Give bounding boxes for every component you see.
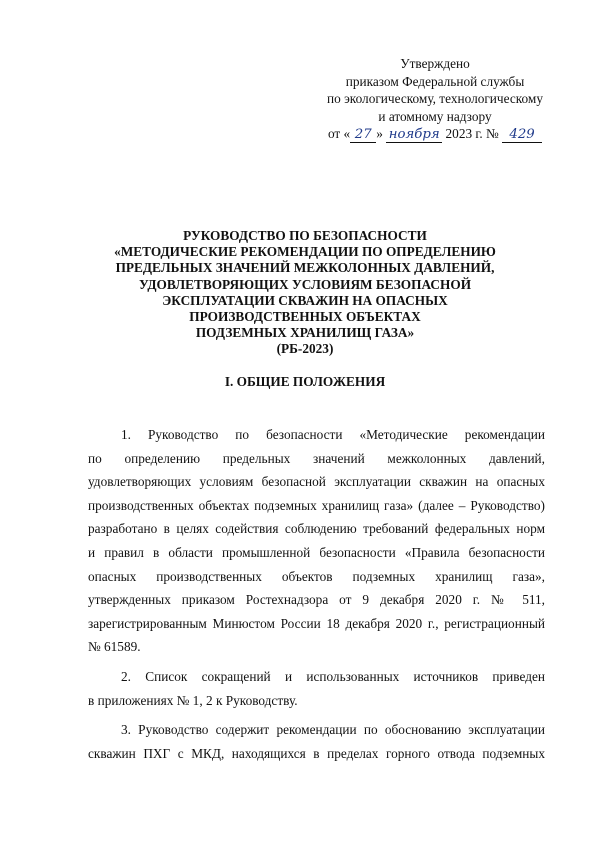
p1-line-8: утвержденных приказом Ростехнадзора от 9 декабря 2020 г. № 511,: [88, 592, 545, 608]
title-line-5: ЭКСПЛУАТАЦИИ СКВАЖИН НА ОПАСНЫХ: [162, 292, 448, 308]
approval-date-line: [300, 125, 570, 143]
document-title: [60, 228, 550, 358]
title-line-3: ПРЕДЕЛЬНЫХ ЗНАЧЕНИЙ МЕЖКОЛОННЫХ ДАВЛЕНИЙ,: [115, 260, 495, 276]
p1-line-6: и правил в области промышленной безопасности «Правила безопасности: [88, 544, 545, 560]
handwritten-order-number: 429: [502, 128, 542, 143]
title-line-1: РУКОВОДСТВО ПО БЕЗОПАСНОСТИ: [183, 228, 427, 243]
p1-line-9: зарегистрированным Минюстом России 18 декабря 2020 г., регистрационный: [88, 615, 545, 631]
approval-line-3: по экологическому, технологическому: [327, 91, 543, 106]
title-code: (РБ-2023): [276, 341, 334, 357]
p1-line-4: производственных объектах подземных хранилищ газа» (далее – Руководство): [88, 497, 545, 513]
title-line-6: ПРОИЗВОДСТВЕННЫХ ОБЪЕКТАХ: [189, 309, 421, 325]
title-line-2: «МЕТОДИЧЕСКИЕ РЕКОМЕНДАЦИИ ПО ОПРЕДЕЛЕНИЮ: [114, 244, 496, 260]
section-heading: I. ОБЩИЕ ПОЛОЖЕНИЯ: [224, 374, 386, 389]
p1-line-10: № 61589.: [88, 639, 141, 655]
date-mid: »: [376, 126, 383, 141]
p1-line-5: разработано в целях содействия соблюдению требований федеральных норм: [88, 521, 545, 537]
p1-line-2: по определению предельных значений межколонных давлений,: [88, 450, 545, 466]
handwritten-month: ноября: [386, 128, 442, 143]
approval-line-2: приказом Федеральной службы: [345, 73, 525, 89]
approval-label: Утверждено: [400, 56, 470, 71]
date-prefix: от «: [327, 126, 351, 141]
p1-line-1: 1. Руководство по безопасности «Методические рекомендации: [121, 427, 545, 442]
handwritten-day: 27: [350, 128, 376, 143]
p3-line-1: 3. Руководство содержит рекомендации по обоснованию эксплуатации: [121, 722, 545, 738]
p1-line-3: удовлетворяющих условиям безопасной эксплуатации скважин на опасных: [88, 474, 545, 490]
title-line-4: УДОВЛЕТВОРЯЮЩИХ УСЛОВИЯМ БЕЗОПАСНОЙ: [138, 276, 472, 292]
date-suffix: 2023 г. №: [445, 126, 499, 141]
document-body: [88, 423, 545, 765]
approval-block: [300, 55, 570, 143]
p1-line-7: опасных производственных объектов подземных хранилищ газа»,: [88, 568, 545, 584]
title-line-7: ПОДЗЕМНЫХ ХРАНИЛИЩ ГАЗА»: [195, 325, 415, 341]
p3-line-2: скважин ПХГ с МКД, находящихся в пределах горного отвода подземных: [88, 745, 545, 761]
p2-line-1: 2. Список сокращений и использованных источников приведен: [121, 668, 545, 684]
approval-line-4: и атомному надзору: [378, 108, 492, 124]
p2-line-2: в приложениях № 1, 2 к Руководству.: [88, 692, 298, 708]
